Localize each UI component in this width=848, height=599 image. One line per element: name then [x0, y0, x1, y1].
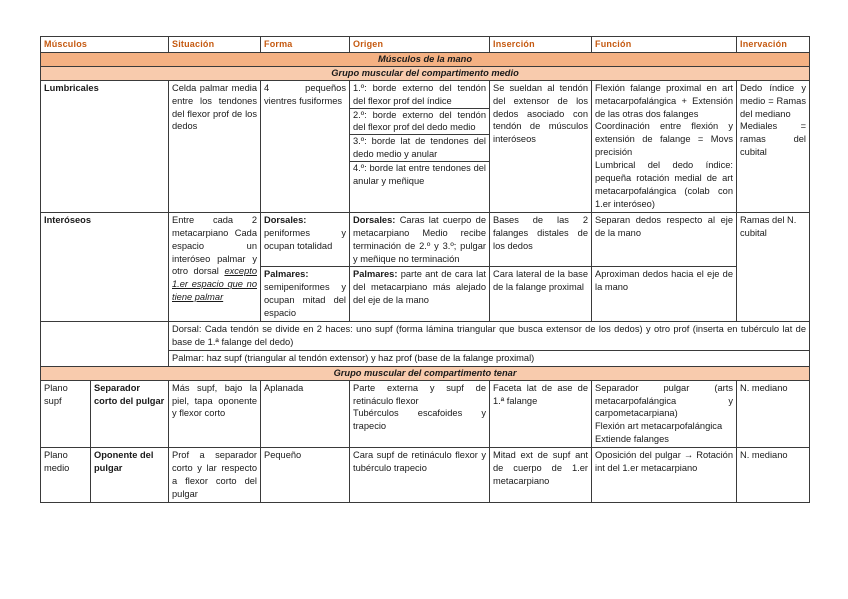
funcion-item: Coordinación entre flexión y extensión de falange = Movs precisión [595, 121, 733, 158]
insercion-cell: Se sueldan al tendón del extensor de los dedos asociado con tendón de músculos interóseos [490, 80, 592, 212]
forma-text: peniformes y ocupan totalidad [264, 227, 346, 251]
group-title-medio: Grupo muscular del compartimento medio [41, 66, 810, 80]
origen-text: parte ant de cara lat del metacarpiano más alejado del eje de la mano [353, 269, 486, 306]
origen-item: 3.º: borde lat de tendones del dedo medio y anular [350, 134, 489, 161]
inervacion-cell: N. mediano [737, 380, 810, 448]
situacion-text: Entre cada 2 metacarpiano Cada espacio un interóseo palmar y otro dorsal [172, 214, 257, 277]
empty-cell [41, 322, 169, 367]
situacion-cell: Más supf, bajo la piel, tapa oponente y flexor corto [169, 380, 261, 448]
muscle-name: Separador corto del pulgar [91, 380, 169, 448]
note-dorsal: Dorsal: Cada tendón se divide en 2 haces: uno supf (forma lámina triangular que busca extensor de los dedos) y otro prof (inserta en tubérculo lat de base de 1.ª falange del dedo) [169, 322, 810, 351]
muscle-name: Lumbricales [41, 80, 169, 212]
header-situacion: Situación [169, 37, 261, 53]
header-funcion: Función [592, 37, 737, 53]
origen-item: Parte externa y supf de retináculo flexor [353, 382, 486, 406]
forma-cell: 4 pequeños vientres fusiformes [261, 80, 350, 212]
insercion-cell: Faceta lat de ase de 1.ª falange [490, 380, 592, 448]
forma-cell [261, 267, 350, 322]
note-palmar: Palmar: haz supf (triangular al tendón extensor) y haz prof (base de la falange proximal) [169, 350, 810, 366]
table-row-lumbricales [41, 80, 810, 212]
inervacion-item: Mediales = ramas del cubital [740, 121, 806, 158]
inervacion-cell: N. mediano [737, 448, 810, 503]
forma-label: Palmares: [264, 269, 309, 280]
origen-cell: Cara supf de retináculo flexor y tubérculo trapecio [350, 448, 490, 503]
situacion-cell: Prof a separador corto y lar respecto a flexor corto del pulgar [169, 448, 261, 503]
header-origen: Origen [350, 37, 490, 53]
origen-text: Caras lat cuerpo de metacarpiano Medio recibe terminación de 2.º y 3.º; pulgar y meñique no terminación [353, 214, 486, 264]
insercion-cell: Bases de las 2 falanges distales de los dedos [490, 212, 592, 267]
origen-item: 1.º: borde externo del tendón del flexor prof del índice [353, 82, 486, 106]
funcion-item: Separador pulgar (arts metacarpofalángica y carpometacarpiana) [595, 382, 733, 419]
origen-cell [350, 380, 490, 448]
funcion-cell: Separan dedos respecto al eje de la mano [592, 212, 737, 267]
origen-label: Dorsales: [353, 214, 396, 225]
situacion-cell [169, 212, 261, 321]
plano-cell: Plano supf [41, 380, 91, 448]
origen-item: 4.º: borde lat entre tendones del anular y meñique [350, 161, 489, 188]
funcion-cell: Oposición del pulgar → Rotación int del 1.er metacarpiano [592, 448, 737, 503]
forma-text: semipeniformes y ocupan mitad del espacio [264, 282, 346, 319]
origen-cell [350, 80, 490, 212]
forma-cell [261, 212, 350, 267]
origen-cell [350, 212, 490, 267]
origen-cell [350, 267, 490, 322]
situacion-cell: Celda palmar media entre los tendones del flexor prof de los dedos [169, 80, 261, 212]
table-row-interoseos-dorsales [41, 212, 810, 267]
inervacion-cell [737, 80, 810, 212]
muscle-name: Interóseos [41, 212, 169, 321]
section-title: Músculos de la mano [41, 52, 810, 66]
funcion-item: Flexión art metacarpofalángica [595, 421, 723, 432]
header-forma: Forma [261, 37, 350, 53]
group-title-tenar: Grupo muscular del compartimento tenar [41, 366, 810, 380]
table-row-separador [41, 380, 810, 448]
table-row-note-dorsal [41, 322, 810, 351]
funcion-item: Extiende falanges [595, 434, 669, 445]
funcion-cell [592, 380, 737, 448]
plano-cell: Plano medio [41, 448, 91, 503]
table-row-oponente [41, 448, 810, 503]
forma-cell: Aplanada [261, 380, 350, 448]
forma-label: Dorsales: [264, 214, 307, 225]
funcion-item: Lumbrical del dedo índice: pequeña rotación medial de art metacarpofalángica (colab con 1.er interóseo) [595, 160, 733, 209]
insercion-cell: Cara lateral de la base de la falange proximal [490, 267, 592, 322]
muscle-table [40, 36, 810, 503]
header-inervacion: Inervación [737, 37, 810, 53]
insercion-cell: Mitad ext de supf ant de cuerpo de 1.er metacarpiano [490, 448, 592, 503]
header-musculos: Músculos [41, 37, 169, 53]
inervacion-item: Dedo índice y medio = Ramas del mediano [740, 82, 806, 119]
header-row [41, 37, 810, 53]
origen-item: 2.º: borde externo del tendón del flexor prof del dedo medio [350, 108, 489, 135]
muscle-name: Oponente del pulgar [91, 448, 169, 503]
inervacion-cell: Ramas del N. cubital [737, 212, 810, 321]
funcion-cell: Aproximan dedos hacia el eje de la mano [592, 267, 737, 322]
funcion-cell [592, 80, 737, 212]
origen-item: Tubérculos escafoides y trapecio [353, 408, 486, 432]
origen-label: Palmares: [353, 269, 398, 280]
forma-cell: Pequeño [261, 448, 350, 503]
header-insercion: Inserción [490, 37, 592, 53]
situacion-excepto: excepto 1.er espacio que no tiene palmar [172, 266, 257, 303]
funcion-item: Flexión falange proximal en art metacarpofalángica + Extensión de las otras dos falanges [595, 82, 733, 119]
